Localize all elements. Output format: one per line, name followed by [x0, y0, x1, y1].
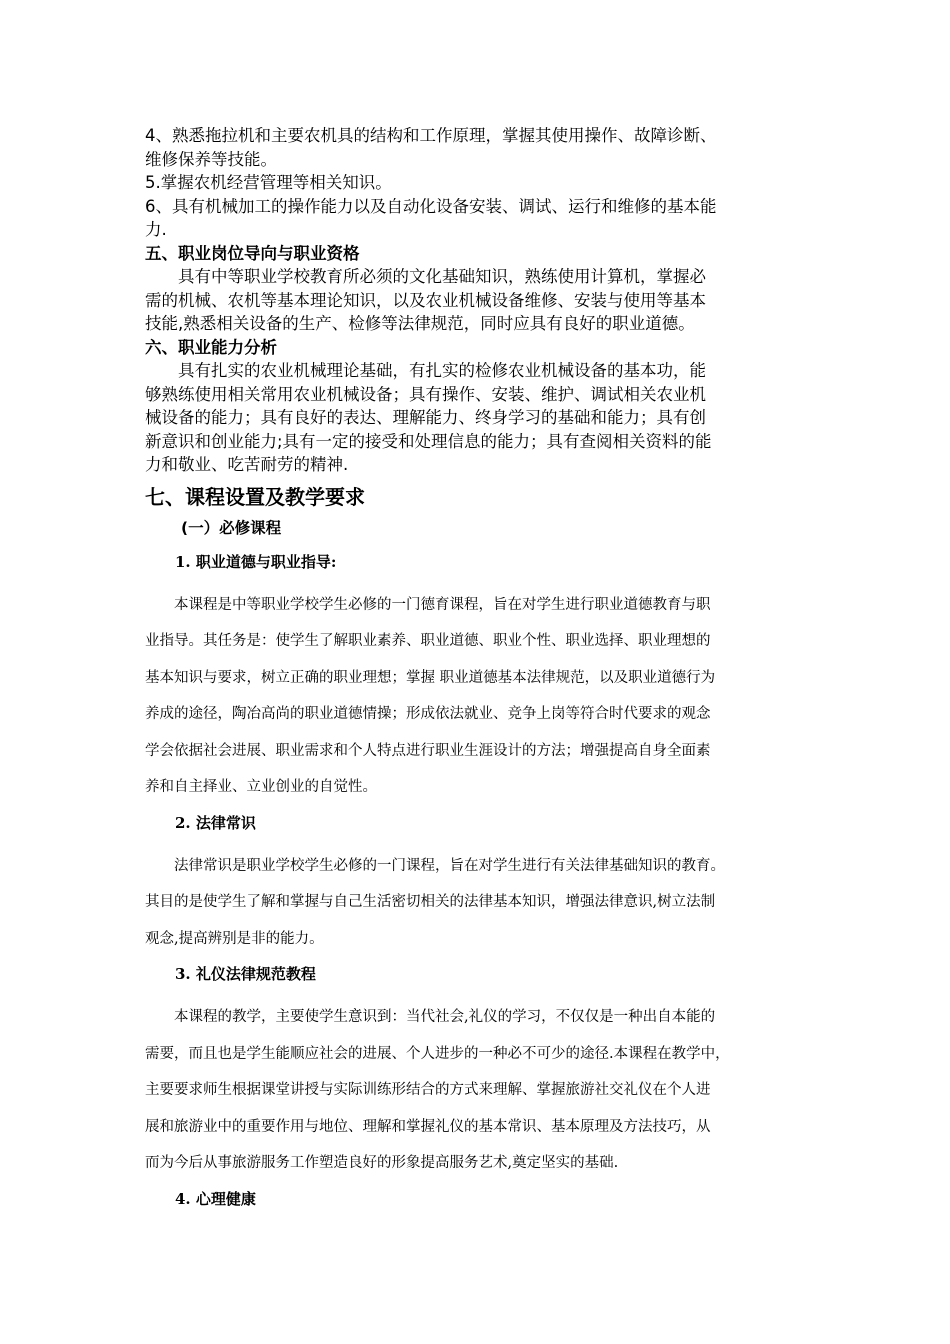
course-title: 2. 法律常识 [175, 813, 256, 832]
paragraph-line: 技能,熟悉相关设备的生产、检修等法律规范，同时应具有良好的职业道德。 [145, 314, 695, 333]
required-courses-heading: (一）必修课程 [181, 518, 282, 537]
intro-line: 4、熟悉拖拉机和主要农机具的结构和工作原理，掌握其使用操作、故障诊断、 [145, 126, 717, 145]
course-description [145, 848, 825, 958]
paragraph-line: 力和敬业、吃苦耐劳的精神. [145, 455, 349, 474]
intro-line: 6、具有机械加工的操作能力以及自动化设备安装、调试、运行和维修的基本能 [145, 196, 717, 216]
paragraph-line: 展和旅游业中的重要作用与地位、理解和掌握礼仪的基本常识、基本原理及方法技巧，从 [145, 1118, 711, 1135]
paragraph-line: 械设备的能力；具有良好的表达、理解能力、终身学习的基础和能力；具有创 [145, 408, 706, 427]
paragraph-line: 养和自主择业、立业创业的自觉性。 [145, 779, 377, 795]
paragraph-line: 主要要求师生根据课堂讲授与实际训练形结合的方式来理解、掌握旅游社交礼仪在个人进 [145, 1082, 711, 1098]
paragraph-line: 具有中等职业学校教育所必须的文化基础知识，熟练使用计算机，掌握必 [178, 267, 706, 286]
paragraph-line: 学会依据社会进展、职业需求和个人特点进行职业生涯设计的方法；增强提高自身全面素 [145, 742, 711, 759]
document-page [145, 124, 825, 1224]
section-6-body [145, 359, 825, 477]
section-5-heading: 五、职业岗位导向与职业资格 [145, 243, 360, 263]
course-1 [145, 551, 825, 806]
course-3 [145, 963, 825, 1182]
paragraph-line: 新意识和创业能力;具有一定的接受和处理信息的能力；具有查阅相关资料的能 [145, 431, 712, 451]
course-description [145, 587, 825, 806]
paragraph-line: 观念,提高辨别是非的能力。 [145, 930, 324, 947]
paragraph-line: 其目的是使学生了解和掌握与自己生活密切相关的法律基本知识，增强法律意识,树立法制 [145, 894, 716, 910]
paragraph-line: 基本知识与要求，树立正确的职业理想；掌握 职业道德基本法律规范，以及职业道德行为 [145, 669, 716, 686]
paragraph-line: 本课程的教学，主要使学生意识到：当代社会,礼仪的学习，不仅仅是一种出自本能的 [174, 1009, 716, 1025]
intro-line: 维修保养等技能。 [145, 149, 277, 169]
paragraph-line: 够熟练使用相关常用农业机械设备；具有操作、安装、维护、调试相关农业机 [145, 384, 706, 404]
section-5-body [145, 265, 825, 336]
paragraph-line: 而为今后从事旅游服务工作塑造良好的形象提高服务艺术,奠定坚实的基础. [145, 1155, 619, 1171]
course-title: 3. 礼仪法律规范教程 [175, 965, 316, 983]
paragraph-line: 业指导。其任务是：使学生了解职业素养、职业道德、职业个性、职业选择、职业理想的 [145, 633, 711, 649]
intro-line: 5.掌握农机经营管理等相关知识。 [145, 173, 392, 192]
course-4 [145, 1188, 825, 1210]
paragraph-line: 需要，而且也是学生能顺应社会的进展、个人进步的一种必不可少的途径.本课程在教学中， [145, 1045, 730, 1062]
course-title: 1. 职业道德与职业指导: [175, 552, 337, 571]
course-title: 4. 心理健康 [175, 1189, 256, 1208]
paragraph-line: 本课程是中等职业学校学生必修的一门德育课程，旨在对学生进行职业道德教育与职 [174, 596, 711, 613]
paragraph-line: 养成的途径，陶冶高尚的职业道德情操；形成依法就业、竞争上岗等符合时代要求的观念 [145, 706, 711, 722]
section-7-heading: 七、课程设置及教学要求 [145, 484, 365, 509]
course-2 [145, 812, 825, 958]
intro-list [145, 124, 825, 242]
section-6-heading: 六、职业能力分析 [145, 337, 277, 357]
paragraph-line: 需的机械、农机等基本理论知识，以及农业机械设备维修、安装与使用等基本 [145, 290, 706, 310]
paragraph-line: 具有扎实的农业机械理论基础，有扎实的检修农业机械设备的基本功，能 [178, 361, 706, 380]
paragraph-line: 法律常识是职业学校学生必修的一门课程，旨在对学生进行有关法律基础知识的教育。 [174, 857, 725, 874]
course-description [145, 999, 825, 1182]
intro-line: 力. [145, 220, 167, 239]
